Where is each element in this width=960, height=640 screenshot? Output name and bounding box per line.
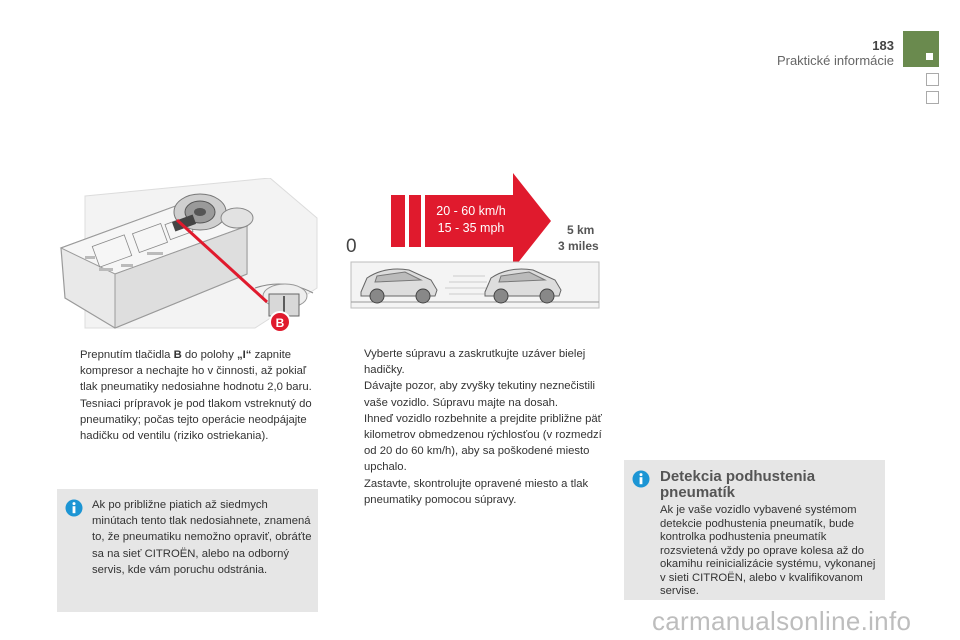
chapter-tab[interactable] (926, 73, 939, 86)
info-text: Ak je vaše vozidlo vybavené systémom detekcie podhustenia pneumatík, bude kontrolka podhustenia pneumatík rozsvietená vždy po oprave kolesa až do okamihu reinicializácie systému, vykonanej v sieti CITROËN, alebo v kvalifikovanom servise. (660, 504, 876, 597)
distance-miles-label: 3 miles (558, 239, 599, 253)
instruction-item (344, 346, 606, 411)
info-text: Ak po približne piatich až siedmych minútach tento tlak nedosiahnete, znamená to, že pneumatiku nemožno opraviť, obráťte sa na sieť CITROËN, alebo na odborný servis, kde vám poruchu odstránia. (92, 499, 312, 576)
tab-marker-icon (926, 53, 933, 60)
chapter-tab-active[interactable] (903, 31, 939, 67)
button-reference: B (173, 349, 182, 361)
speed-mph-label: 15 - 35 mph (437, 221, 505, 235)
chapter-tab[interactable] (926, 91, 939, 104)
instruction-text: zapnite kompresor a nechajte ho v činnosti, až pokiaľ tlak pneumatiky nedosiahne hodnotu 2,0 baru. (80, 349, 312, 394)
section-title: Praktické informácie (776, 53, 894, 68)
watermark: carmanualsonline.info (652, 606, 912, 636)
callout-label: B (275, 316, 285, 330)
page-number: 183 (872, 38, 894, 53)
info-title: Detekcia podhustenia pneumatík (660, 468, 816, 501)
instruction-item (344, 411, 606, 476)
instruction-text: Zastavte, skontrolujte opravené miesto a tlak pneumatiky pomocou súpravy. (364, 477, 589, 506)
instruction-note: Dávajte pozor, aby zvyšky tekutiny neznečistili vaše vozidlo. Súpravu majte na dosah. (364, 380, 596, 409)
info-icon (65, 499, 83, 517)
instruction-text: do polohy (181, 349, 238, 361)
distance-km-label: 5 km (567, 223, 595, 237)
instruction-note: Tesniaci prípravok je pod tlakom vstreknutý do pneumatiky; počas tejto operácie neodpájajte hadičku od ventilu (riziko ostriekania). (80, 397, 312, 443)
instruction-item (344, 476, 606, 508)
start-label: 0 (346, 236, 357, 257)
instruction-text: Vyberte súpravu a zaskrutkujte uzáver bielej hadičky. (364, 348, 586, 377)
instruction-text: Ihneď vozidlo rozbehnite a prejdite približne päť kilometrov obmedzenou rýchlosťou (v rozmedzí od 20 do 60 km/h), aby sa poškodené miesto upchalo. (364, 412, 602, 474)
speed-kmh-label: 20 - 60 km/h (436, 204, 506, 218)
instruction-item (60, 347, 322, 444)
info-box-tyre-detection (624, 460, 885, 600)
instruction-text: Prepnutím tlačidla (80, 349, 174, 361)
info-icon (632, 470, 650, 488)
info-box-pressure (57, 489, 318, 612)
instructions-column-right (344, 346, 606, 508)
compressor-kit-illustration (55, 178, 320, 338)
position-reference: „I“ (237, 349, 252, 361)
instructions-column-left (60, 347, 322, 444)
drive-distance-illustration (345, 170, 605, 310)
